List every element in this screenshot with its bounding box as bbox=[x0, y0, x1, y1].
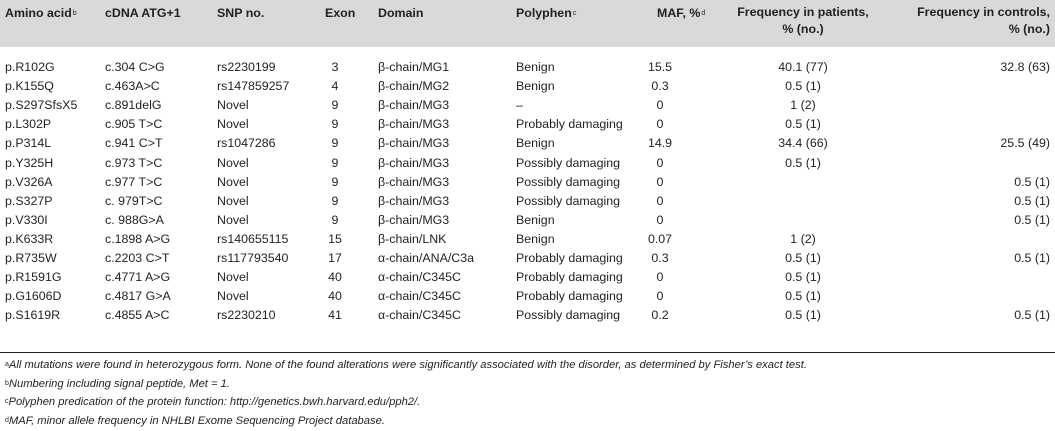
header-domain: Domain bbox=[378, 6, 424, 20]
cell-freq-patients: 0.5 (1) bbox=[785, 289, 821, 304]
cell-cdna: c.2203 C>T bbox=[105, 251, 170, 265]
footnote-mark: c bbox=[5, 398, 9, 405]
cell-freq-patients: 1 (2) bbox=[790, 231, 816, 246]
footnote-mark: b bbox=[5, 379, 9, 387]
footnote-text: All mutations were found in heterozygous form. None of the found alterations were significantly associated with the disorder, as determined by Fisher’s exact test. bbox=[8, 359, 807, 371]
table-row bbox=[0, 96, 1055, 115]
cell-amino-acid: p.L302P bbox=[5, 117, 52, 132]
cell-amino-acid: p.Y325H bbox=[5, 155, 54, 170]
header-polyphen: Polyphen$^c$ bbox=[516, 6, 577, 20]
cell-amino-acid: p.K155Q bbox=[5, 79, 54, 94]
cell-maf: 0 bbox=[656, 174, 664, 189]
cell-freq-patients: 0.5 (1) bbox=[785, 79, 821, 94]
header-freq-patients-line1: Frequency in patients, bbox=[737, 5, 869, 19]
cell-exon: 15 bbox=[328, 231, 342, 246]
cell-freq-controls: 25.5 (49) bbox=[1000, 136, 1050, 151]
cell-amino-acid: p.R1591G bbox=[5, 270, 62, 285]
cell-maf: 0 bbox=[656, 289, 664, 304]
cell-domain: β-chain/MG1 bbox=[378, 60, 450, 74]
cell-maf: 0 bbox=[656, 212, 664, 227]
cell-cdna: c.1898 A>G bbox=[105, 231, 171, 246]
cell-freq-patients: 40.1 (77) bbox=[778, 60, 828, 74]
cell-amino-acid: p.S297SfsX5 bbox=[5, 98, 78, 113]
cell-exon: 17 bbox=[328, 251, 342, 265]
cell-amino-acid: p.R102G bbox=[5, 60, 55, 74]
cell-domain: β-chain/MG3 bbox=[378, 212, 450, 227]
cell-snp: Novel bbox=[217, 174, 249, 189]
cell-amino-acid: p.V330I bbox=[5, 212, 48, 227]
table-row bbox=[0, 77, 1055, 96]
header-cdna: cDNA ATG+1 bbox=[105, 6, 181, 20]
cell-snp: Novel bbox=[217, 193, 249, 208]
cell-polyphen: Probably damaging bbox=[516, 270, 623, 285]
cell-snp: Novel bbox=[217, 98, 249, 113]
header-exon: Exon bbox=[325, 6, 356, 20]
cell-exon: 9 bbox=[331, 117, 339, 132]
cell-cdna: c. 979T>C bbox=[105, 193, 163, 208]
cell-polyphen: Possibly damaging bbox=[516, 308, 621, 323]
table-row bbox=[0, 287, 1055, 306]
footnote-text: MAF, minor allele frequency in NHLBI Exome Sequencing Project database. bbox=[8, 414, 385, 427]
cell-polyphen: Benign bbox=[516, 79, 555, 94]
cell-domain: β-chain/MG2 bbox=[378, 79, 450, 94]
cell-exon: 41 bbox=[328, 308, 342, 323]
cell-snp: rs2230199 bbox=[217, 60, 276, 74]
cell-cdna: c.4817 G>A bbox=[105, 289, 171, 304]
table-row bbox=[0, 230, 1055, 249]
cell-exon: 40 bbox=[328, 270, 342, 285]
cell-cdna: c.977 T>C bbox=[105, 174, 163, 189]
table-row bbox=[0, 249, 1055, 268]
cell-cdna: c. 988G>A bbox=[105, 212, 164, 227]
cell-amino-acid: p.G1606D bbox=[5, 289, 62, 304]
footnote-c bbox=[5, 394, 420, 410]
table-row bbox=[0, 211, 1055, 230]
cell-cdna: c.4855 A>C bbox=[105, 308, 170, 323]
cell-exon: 9 bbox=[331, 98, 339, 113]
cell-cdna: c.941 C>T bbox=[105, 136, 163, 151]
cell-amino-acid: p.R735W bbox=[5, 251, 57, 265]
header-freq-controls-line1: Frequency in controls, bbox=[917, 5, 1050, 19]
cell-maf: 15.5 bbox=[647, 60, 673, 74]
cell-amino-acid: p.P314L bbox=[5, 136, 52, 151]
cell-polyphen: Benign bbox=[516, 60, 555, 74]
cell-freq-controls: 0.5 (1) bbox=[1014, 251, 1050, 265]
cell-snp: Novel bbox=[217, 270, 249, 285]
cell-snp: Novel bbox=[217, 212, 249, 227]
cell-maf: 0.3 bbox=[651, 251, 669, 265]
cell-exon: 9 bbox=[331, 212, 339, 227]
cell-polyphen: – bbox=[516, 98, 523, 113]
cell-snp: Novel bbox=[217, 289, 249, 304]
cell-exon: 9 bbox=[331, 155, 339, 170]
cell-domain: α-chain/C345C bbox=[378, 270, 461, 285]
cell-exon: 9 bbox=[331, 193, 339, 208]
header-amino-acid: Amino acid$^b$ bbox=[5, 6, 77, 20]
table-bottom-rule bbox=[0, 352, 1055, 353]
cell-maf: 0 bbox=[656, 98, 664, 113]
table-row bbox=[0, 115, 1055, 134]
cell-polyphen: Benign bbox=[516, 212, 555, 227]
table-row bbox=[0, 268, 1055, 287]
cell-snp: rs140655115 bbox=[217, 231, 289, 246]
cell-domain: β-chain/MG3 bbox=[378, 117, 450, 132]
cell-freq-patients: 34.4 (66) bbox=[778, 136, 828, 151]
cell-freq-patients: 0.5 (1) bbox=[785, 155, 821, 170]
cell-cdna: c.891delG bbox=[105, 98, 162, 113]
cell-amino-acid: p.S327P bbox=[5, 193, 53, 208]
cell-snp: rs117793540 bbox=[217, 251, 289, 265]
cell-maf: 14.9 bbox=[647, 136, 673, 151]
footnote-a bbox=[5, 357, 807, 373]
cell-snp: Novel bbox=[217, 117, 249, 132]
cell-cdna: c.304 C>G bbox=[105, 60, 165, 74]
table-row bbox=[0, 134, 1055, 153]
footnote-text: Polyphen predication of the protein function: http://genetics.bwh.harvard.edu/pph2/. bbox=[8, 396, 421, 408]
table-header bbox=[0, 0, 1055, 47]
cell-freq-patients: 1 (2) bbox=[790, 98, 816, 113]
cell-snp: rs1047286 bbox=[217, 136, 276, 151]
header-freq-controls-line2: % (no.) bbox=[1008, 22, 1050, 36]
cell-snp: rs2230210 bbox=[217, 308, 276, 323]
table-row bbox=[0, 154, 1055, 173]
header-freq-controls bbox=[880, 4, 1050, 38]
cell-domain: β-chain/MG3 bbox=[378, 136, 450, 151]
cell-exon: 3 bbox=[331, 60, 339, 74]
cell-polyphen: Probably damaging bbox=[516, 289, 623, 304]
table-row bbox=[0, 58, 1055, 77]
cell-polyphen: Possibly damaging bbox=[516, 193, 621, 208]
cell-snp: rs147859257 bbox=[217, 79, 290, 94]
cell-maf: 0 bbox=[656, 155, 664, 170]
cell-cdna: c.973 T>C bbox=[105, 155, 163, 170]
cell-polyphen: Benign bbox=[516, 136, 555, 151]
cell-freq-patients: 0.5 (1) bbox=[785, 251, 821, 265]
cell-maf: 0.2 bbox=[651, 308, 669, 323]
cell-cdna: c.4771 A>G bbox=[105, 270, 171, 285]
cell-polyphen: Probably damaging bbox=[516, 251, 623, 265]
footnote-mark: d bbox=[5, 416, 9, 424]
cell-domain: α-chain/C345C bbox=[378, 308, 461, 323]
cell-freq-controls: 0.5 (1) bbox=[1014, 212, 1050, 227]
cell-freq-controls: 32.8 (63) bbox=[1000, 60, 1050, 74]
cell-domain: β-chain/MG3 bbox=[378, 174, 450, 189]
cell-amino-acid: p.K633R bbox=[5, 231, 54, 246]
cell-domain: β-chain/MG3 bbox=[378, 98, 450, 113]
cell-freq-controls: 0.5 (1) bbox=[1014, 308, 1050, 323]
footnote-d bbox=[5, 413, 385, 429]
cell-polyphen: Possibly damaging bbox=[516, 155, 621, 170]
cell-polyphen: Probably damaging bbox=[516, 117, 623, 132]
header-maf: MAF, %$^d$ bbox=[657, 6, 706, 20]
footnote-b bbox=[5, 376, 230, 392]
cell-maf: 0.07 bbox=[647, 231, 673, 246]
cell-domain: β-chain/LNK bbox=[378, 231, 447, 246]
table-row bbox=[0, 192, 1055, 211]
cell-maf: 0 bbox=[656, 270, 664, 285]
cell-exon: 40 bbox=[328, 289, 342, 304]
cell-amino-acid: p.S1619R bbox=[5, 308, 61, 323]
cell-snp: Novel bbox=[217, 155, 249, 170]
cell-freq-patients: 0.5 (1) bbox=[785, 117, 821, 132]
cell-maf: 0 bbox=[656, 193, 664, 208]
cell-exon: 9 bbox=[331, 174, 339, 189]
cell-domain: α-chain/ANA/C3a bbox=[378, 251, 475, 265]
cell-freq-controls: 0.5 (1) bbox=[1014, 193, 1050, 208]
cell-cdna: c.905 T>C bbox=[105, 117, 163, 132]
cell-maf: 0 bbox=[656, 117, 664, 132]
cell-cdna: c.463A>C bbox=[105, 79, 160, 94]
cell-domain: α-chain/C345C bbox=[378, 289, 461, 304]
footnote-text: Numbering including signal peptide, Met = 1. bbox=[8, 377, 230, 390]
cell-amino-acid: p.V326A bbox=[5, 174, 53, 189]
cell-maf: 0.3 bbox=[651, 79, 669, 94]
cell-polyphen: Benign bbox=[516, 231, 555, 246]
table-row bbox=[0, 173, 1055, 192]
cell-freq-patients: 0.5 (1) bbox=[785, 270, 821, 285]
footnote-mark: a bbox=[5, 361, 9, 368]
header-snp: SNP no. bbox=[217, 6, 265, 20]
header-freq-patients bbox=[727, 4, 879, 38]
header-freq-patients-line2: % (no.) bbox=[782, 22, 824, 36]
cell-domain: β-chain/MG3 bbox=[378, 155, 450, 170]
cell-freq-patients: 0.5 (1) bbox=[785, 308, 821, 323]
cell-polyphen: Possibly damaging bbox=[516, 174, 621, 189]
table-row bbox=[0, 306, 1055, 325]
cell-domain: β-chain/MG3 bbox=[378, 193, 450, 208]
cell-freq-controls: 0.5 (1) bbox=[1014, 174, 1050, 189]
cell-exon: 4 bbox=[331, 79, 339, 94]
cell-exon: 9 bbox=[331, 136, 339, 151]
